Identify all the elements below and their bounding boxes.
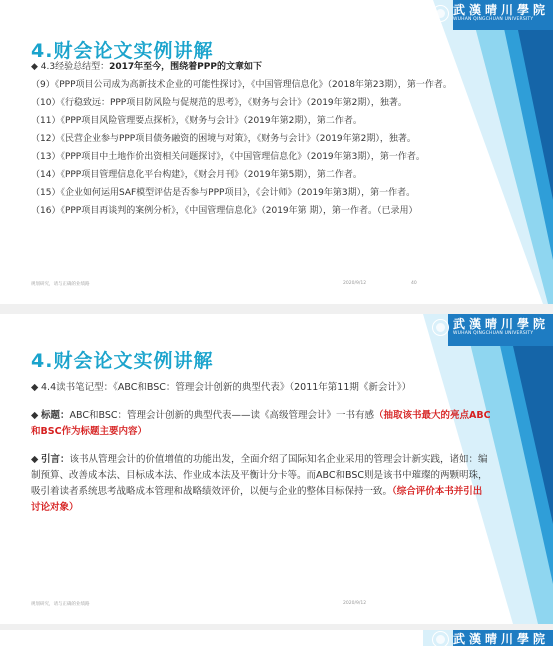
list-item: （14）《PPP项目管理信息化平台构建》，《财会月刊》（2019年第5期），第二作者。: [31, 170, 362, 180]
footer-date: 2020/9/12: [343, 601, 367, 606]
lead-label: 4.3经验总结型：: [40, 62, 110, 72]
bullet-text: 4.4读书笔记型：《ABC和BSC：管理会计创新的典型代表》（2011年第11期《新会计》）: [41, 382, 412, 393]
logo-english: WUHAN QINGCHUAN UNIVERSITY: [452, 331, 534, 336]
title-note: （抽取该书最大的亮点ABC和BSC作为标题主要内容）: [31, 410, 491, 437]
lead-line: [31, 60, 491, 75]
logo-chinese: 武漢晴川學院: [452, 632, 549, 646]
footer-page: 40: [411, 281, 417, 286]
logo-english: WUHAN QINGCHUAN UNIVERSITY: [452, 17, 534, 22]
footer-date: 2020/9/12: [343, 281, 367, 286]
list-item: （16）《PPP项目再谈判的案例分析》，《中国管理信息化》（2019年第 期），第一作者。（已录用）: [31, 206, 418, 216]
slide-title: 4.财会论文实例讲解: [31, 350, 214, 372]
logo-chinese: 武漢晴川學院: [452, 317, 549, 331]
slide-body: [31, 60, 491, 222]
list-item: （13）《PPP项目中土地作价出资相关问题探讨》，《中国管理信息化》（2019年第3期），第一作者。: [31, 152, 425, 162]
seal-icon: [432, 5, 449, 22]
university-logo: [432, 318, 549, 337]
bullet-icon: ◆: [31, 410, 39, 421]
footer-left: 规划研究，请与正确的业绩路: [31, 602, 90, 607]
title-paragraph: [31, 408, 491, 440]
list-item: （15）《企业如何运用SAF模型评估是否参与PPP项目》，《会计师》（2019年第3期），第一作者。: [31, 188, 416, 198]
list-item: （10）《行稳致远：PPP项目防风险与促规范的思考》，《财务与会计》（2019年第2期），独著。: [31, 98, 407, 108]
slide-divider: [0, 304, 553, 314]
intro-paragraph: [31, 452, 491, 516]
list-item: （12）《民营企业参与PPP项目债务融资的困境与对策》，《财务与会计》（2019年第2期），独著。: [31, 134, 416, 144]
title-label: 标题：: [41, 410, 70, 421]
bullet-reading-note: [31, 380, 491, 396]
bullet-icon: ◆: [31, 454, 39, 465]
slide-2: [0, 314, 553, 624]
bullet-icon: ◆: [31, 382, 39, 393]
slide-3-partial: [0, 630, 553, 646]
intro-label: 引言：: [41, 454, 70, 465]
intro-note: （综合评价本书并引出讨论对象）: [31, 486, 483, 513]
slide-body: [31, 380, 491, 528]
intro-text: 该书从管理会计的价值增值的功能出发，全面介绍了国际知名企业采用的管理会计新实践，诸如：编制预算、改善成本法、目标成本法、作业成本法及平衡计分卡等。而ABC和BSC则是该书中璀璨的两颗明珠，吸引着读者系统思考战略成本管理和战略绩效评价，以便与企业的整体目标保持一致。: [31, 454, 488, 497]
university-logo: [432, 4, 549, 23]
list-item: （9）《PPP项目公司成为高新技术企业的可能性探讨》，《中国管理信息化》（2018年第23期），第一作者。: [31, 80, 452, 90]
list-item: （11）《PPP项目风险管理要点探析》，《财务与会计》（2019年第2期），第二作者。: [31, 116, 362, 126]
slide-title: 4.财会论文实例讲解: [31, 40, 214, 62]
seal-icon: [432, 631, 449, 646]
footer-left: 规划研究，请与正确的业绩路: [31, 282, 90, 287]
logo-chinese: 武漢晴川學院: [452, 3, 549, 17]
bullet-icon: ◆: [31, 62, 41, 72]
lead-text: 2017年至今，围绕着PPP的文章如下: [109, 62, 262, 72]
university-logo: [432, 631, 549, 646]
slide-1: [0, 0, 553, 304]
title-text: ABC和BSC：管理会计创新的典型代表——读《高级管理会计》一书有感: [69, 410, 375, 421]
seal-icon: [432, 319, 449, 336]
